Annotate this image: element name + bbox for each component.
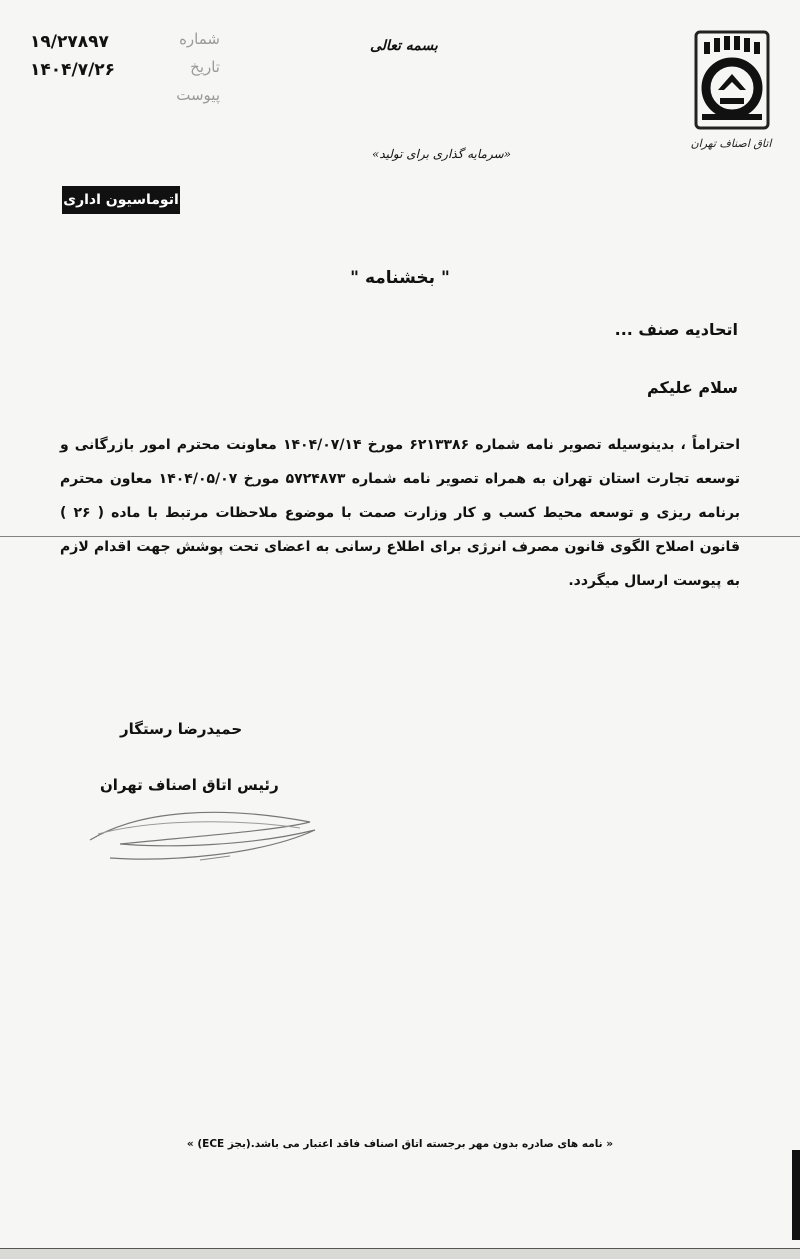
meta-row-date [30, 58, 220, 86]
letter-body: احتراماً ، بدینوسیله تصویر نامه شماره ۶۲۱۳۳۸۶ مورخ ۱۴۰۴/۰۷/۱۴ معاونت محترم امور بازرگانی و توسعه تجارت استان تهران به همراه تصویر نامه شماره ۵۷۲۴۸۷۳ مورخ ۱۴۰۴/۰۵/۰۷ معاون محترم برنامه ریزی و توسعه محیط کسب و کار وزارت صمت با موضوع ملاحظات مرتبط با ماده ( ۲۶ ) قانون اصلاح الگوی قانون مصرف انرژی برای اطلاع رسانی به اعضای تحت پوشش جهت اقدام لازم به پیوست ارسال میگردد. [60, 437, 740, 589]
signature-scribble [80, 800, 330, 870]
letter-meta [30, 30, 220, 114]
circular-title: " بخشنامه " [350, 268, 450, 288]
attachment-label: پیوست [176, 86, 220, 104]
meta-row-attachment [30, 86, 220, 114]
greeting: سلام علیکم [646, 378, 738, 397]
slogan: «سرمایه گذاری برای تولید» [372, 147, 511, 161]
scan-bottom-band [0, 1248, 800, 1259]
invocation: بسمه تعالی [370, 38, 438, 54]
office-automation-stamp: اتوماسیون اداری [62, 186, 180, 214]
guild-chamber-logo [690, 30, 772, 160]
scan-artifact-line [0, 536, 800, 537]
logo-caption: اتاق اصناف تهران [690, 137, 772, 150]
signatory-title: رئیس اتاق اصناف تهران [100, 776, 279, 794]
meta-row-number [30, 30, 220, 58]
letter-footer-note: « نامه های صادره بدون مهر برجسته اتاق اصناف فاقد اعتبار می باشد.(بجز ECE) » [186, 1138, 614, 1150]
letter-date: ۱۴۰۴/۷/۲۶ [30, 60, 116, 80]
date-label: تاریخ [190, 58, 220, 76]
number-label: شماره [179, 30, 220, 48]
gear-emblem-icon [690, 30, 772, 135]
letter-number: ۱۹/۲۷۸۹۷ [30, 32, 109, 52]
signatory-name: حمیدرضا رستگار [120, 720, 243, 738]
addressee: اتحادیه صنف ... [614, 320, 738, 339]
scan-edge-shadow [792, 1150, 800, 1240]
